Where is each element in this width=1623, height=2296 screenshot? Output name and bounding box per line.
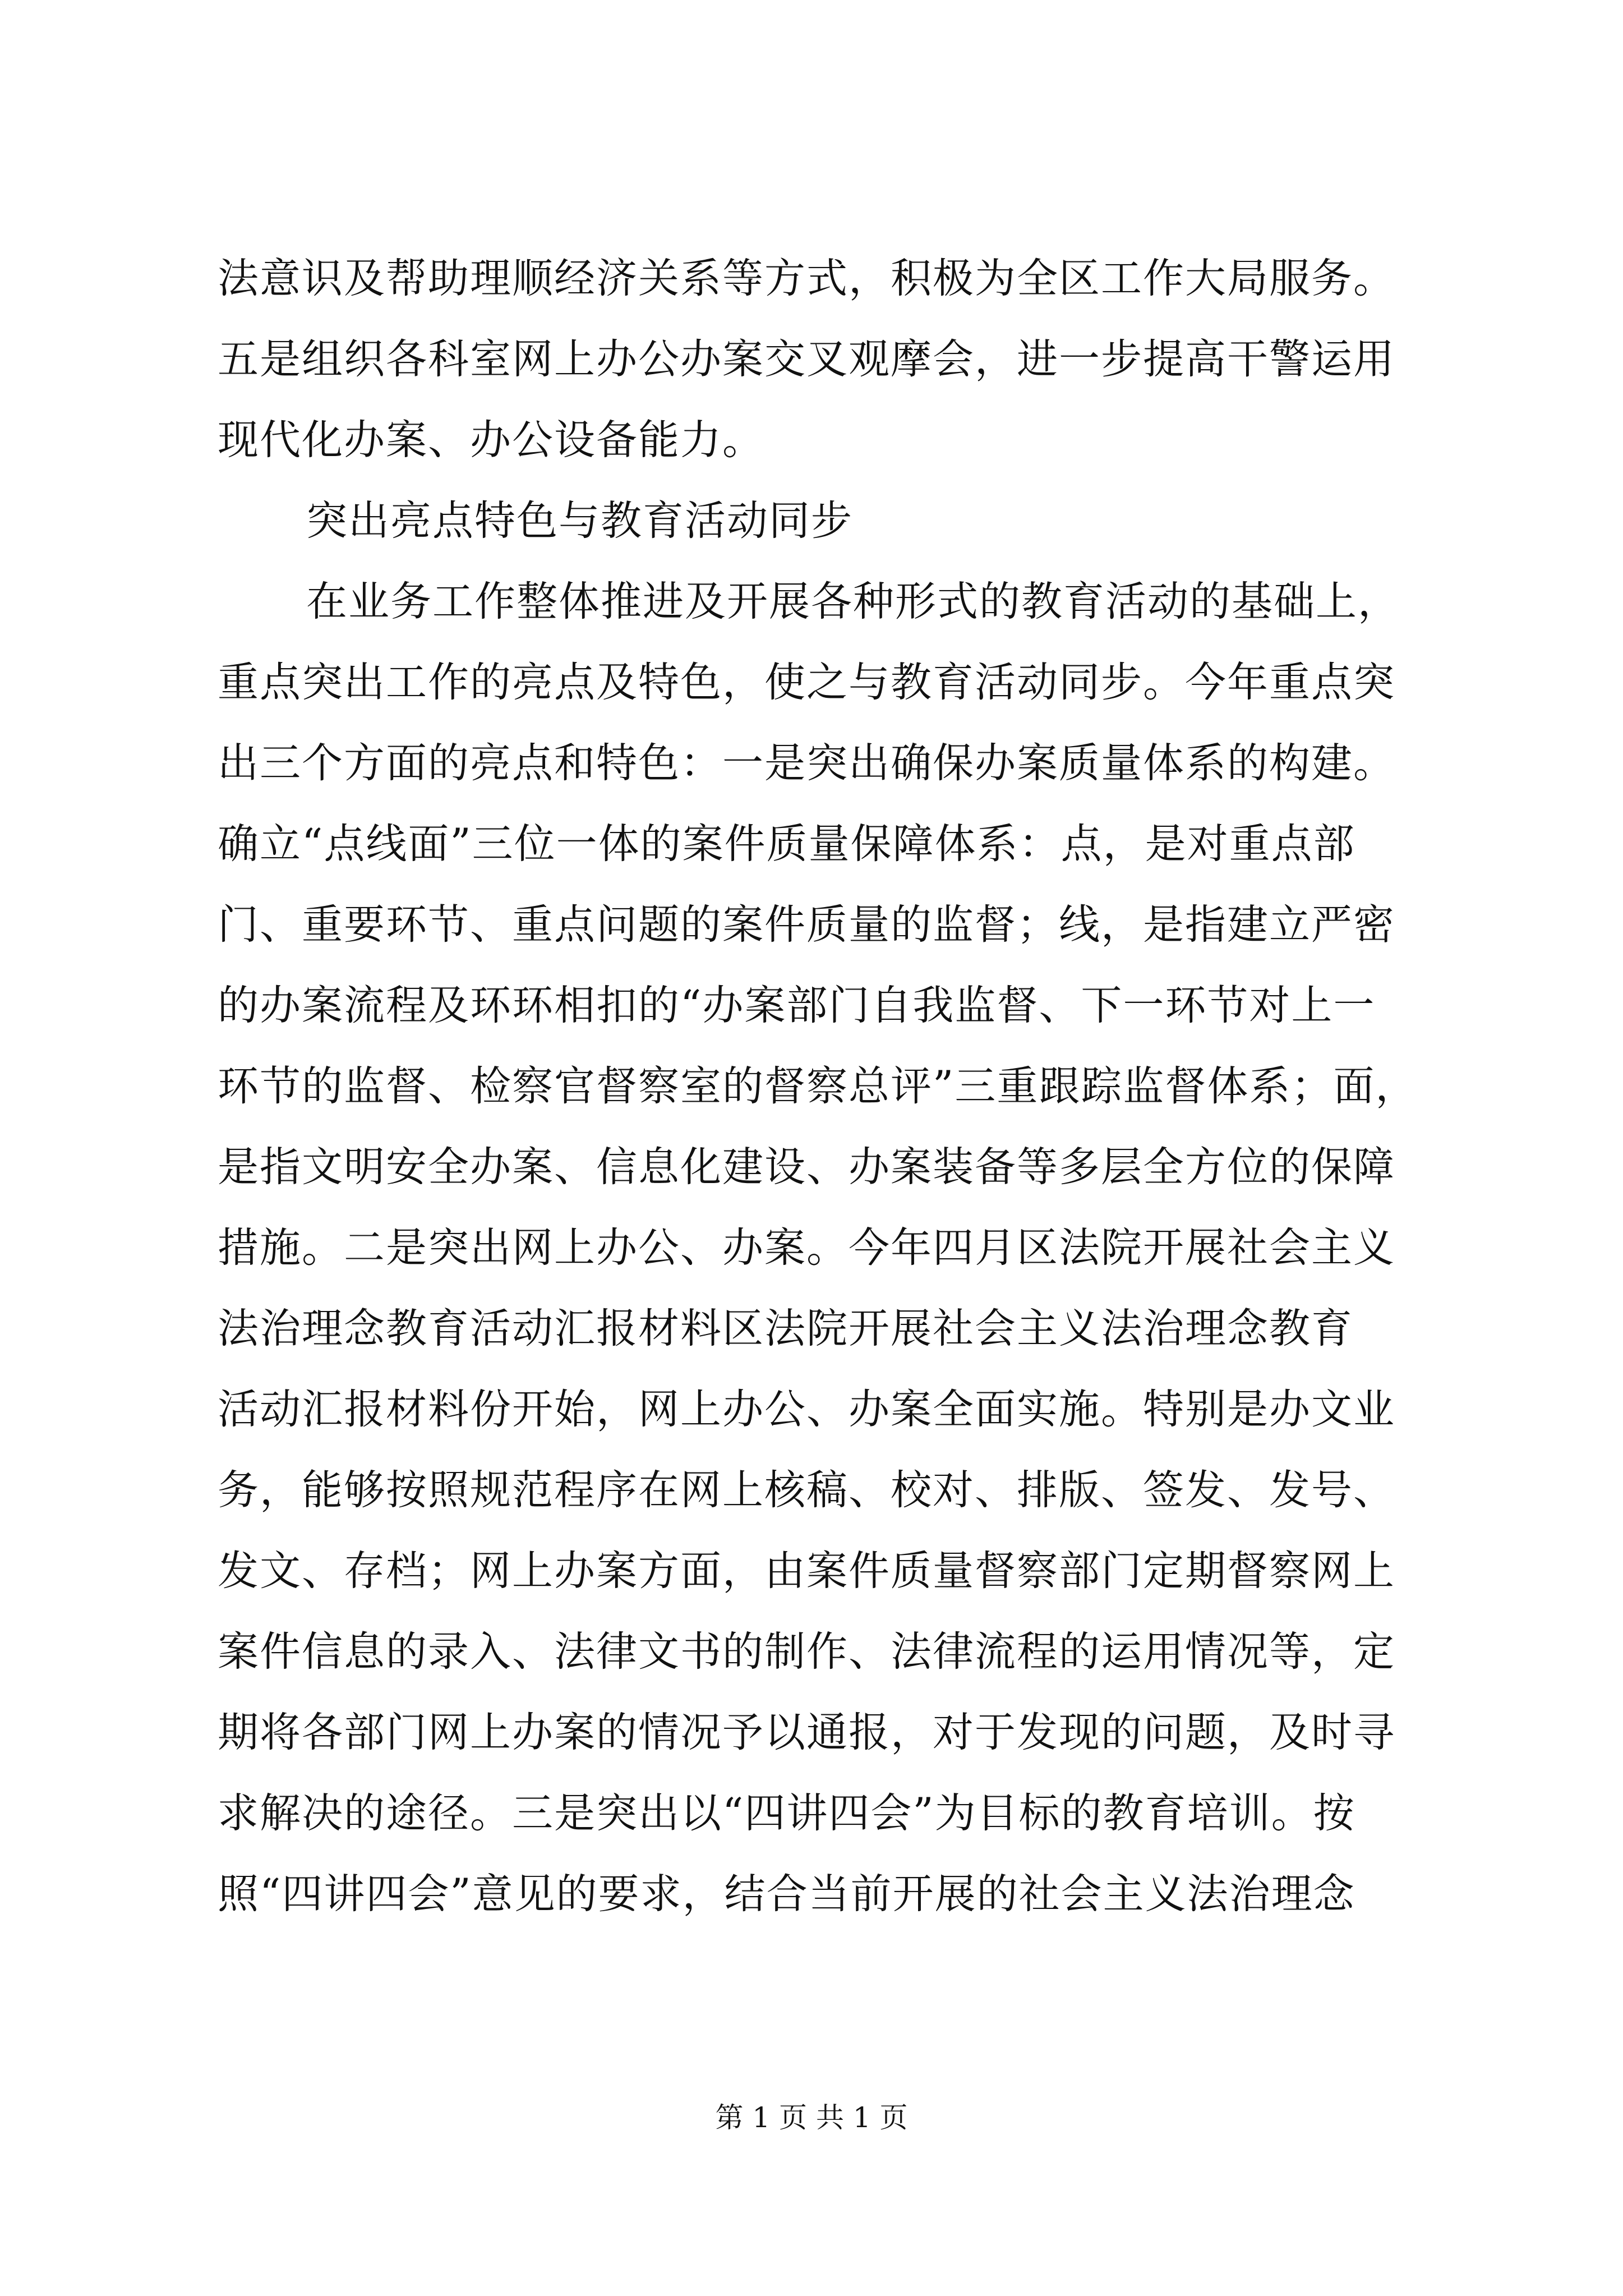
text-line: 的办案流程及环环相扣的“办案部门自我监督、下一环节对上一: [218, 982, 1376, 1029]
page-footer: 第 1 页 共 1 页: [715, 2101, 908, 2134]
text-line: 活动汇报材料份开始，网上办公、办案全面实施。特别是办文业: [218, 1386, 1395, 1433]
text-line: 案件信息的录入、法律文书的制作、法律流程的运用情况等，定: [218, 1628, 1395, 1676]
text-line: 五是组织各科室网上办公办案交叉观摩会，进一步提高干警运用: [218, 335, 1395, 383]
text-line: 照“四讲四会”意见的要求，结合当前开展的社会主义法治理念: [218, 1870, 1355, 1918]
text-line: 法意识及帮助理顺经济关系等方式，积极为全区工作大局服务。: [218, 255, 1395, 302]
document-body: [218, 238, 1418, 1935]
text-line: 期将各部门网上办案的情况予以通报，对于发现的问题，及时寻: [218, 1709, 1395, 1756]
text-line: 现代化办案、办公设备能力。: [218, 416, 764, 464]
text-line: 是指文明安全办案、信息化建设、办案装备等多层全方位的保障: [218, 1143, 1395, 1191]
text-line: 措施。二是突出网上办公、办案。今年四月区法院开展社会主义: [218, 1224, 1395, 1272]
text-line: 出三个方面的亮点和特色：一是突出确保办案质量体系的构建。: [218, 739, 1395, 787]
text-line: 重点突出工作的亮点及特色，使之与教育活动同步。今年重点突: [218, 659, 1395, 706]
text-line: 务，能够按照规范程序在网上核稿、校对、排版、签发、发号、: [218, 1466, 1395, 1514]
text-line: 门、重要环节、重点问题的案件质量的监督；线，是指建立严密: [218, 901, 1395, 949]
text-line: 法治理念教育活动汇报材料区法院开展社会主义法治理念教育: [218, 1305, 1353, 1352]
text-line: 环节的监督、检察官督察室的督察总评”三重跟踪监督体系；面，: [218, 1062, 1418, 1110]
text-line: 求解决的途径。三是突出以“四讲四会”为目标的教育培训。按: [218, 1789, 1355, 1837]
text-line: 发文、存档；网上办案方面，由案件质量督察部门定期督察网上: [218, 1547, 1395, 1595]
section-heading: 突出亮点特色与教育活动同步: [306, 497, 853, 545]
paragraph-start-line: 在业务工作整体推进及开展各种形式的教育活动的基础上，: [306, 578, 1400, 625]
text-line: 确立“点线面”三位一体的案件质量保障体系：点，是对重点部: [218, 820, 1355, 868]
